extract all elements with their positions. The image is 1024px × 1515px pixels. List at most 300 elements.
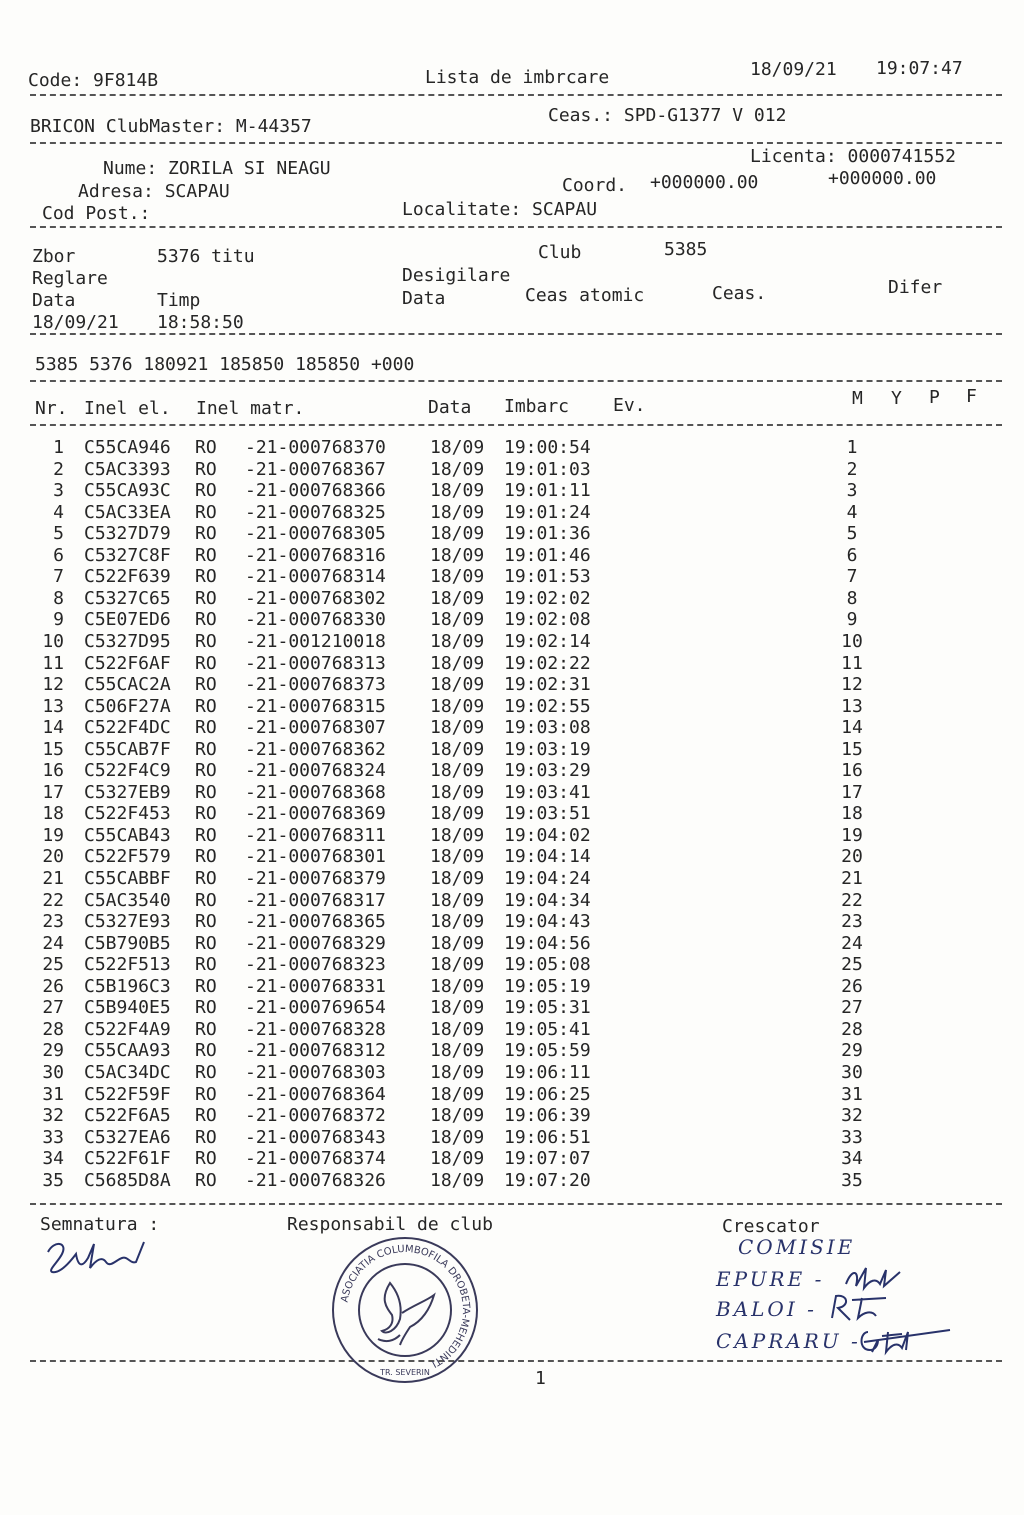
- arrival-time: 19:01:11: [504, 480, 591, 502]
- electronic-ring: C55CAB7F: [84, 738, 171, 760]
- rank-m: 26: [841, 975, 863, 997]
- desigilare-label: Desigilare: [402, 265, 511, 286]
- country-code: RO: [195, 674, 217, 696]
- rank-m: 1: [846, 437, 858, 458]
- rank-m: 12: [841, 674, 863, 696]
- divider: [30, 424, 1002, 426]
- electronic-ring: C55CAB43: [84, 824, 171, 846]
- row-number: 8: [53, 587, 64, 609]
- country-code: RO: [195, 1061, 217, 1083]
- arrival-date: 18/09: [430, 587, 485, 609]
- table-row: [30, 1170, 930, 1192]
- country-code: RO: [195, 501, 217, 523]
- table-row: [30, 588, 930, 610]
- arrival-time: 19:02:02: [504, 587, 591, 609]
- ring-number: -21-000768313: [245, 652, 386, 674]
- arrival-time: 19:03:41: [504, 781, 591, 803]
- arrival-time: 19:03:19: [504, 738, 591, 760]
- electronic-ring: C5AC33EA: [84, 501, 171, 523]
- row-number: 21: [42, 868, 64, 889]
- arrival-time: 19:04:34: [504, 889, 591, 911]
- table-row: [30, 760, 930, 782]
- arrival-date: 18/09: [430, 997, 485, 1019]
- ring-number: -21-000768317: [245, 889, 386, 911]
- arrival-date: 18/09: [430, 480, 485, 502]
- arrival-time: 19:06:25: [504, 1083, 591, 1105]
- rank-m: 23: [841, 911, 863, 933]
- rank-m: 18: [841, 803, 863, 825]
- locality: Localitate: SCAPAU: [402, 199, 598, 220]
- code-label: Code: 9F814B: [28, 70, 159, 91]
- rank-m: 22: [841, 889, 863, 911]
- arrival-date: 18/09: [430, 1126, 485, 1148]
- electronic-ring: C522F59F: [84, 1083, 171, 1105]
- country-code: RO: [195, 566, 217, 588]
- country-code: RO: [195, 609, 217, 631]
- clubmaster-label: BRICON ClubMaster: M-44357: [30, 116, 312, 137]
- rank-m: 21: [841, 868, 863, 889]
- ring-number: -21-000768302: [245, 587, 386, 609]
- row-number: 35: [42, 1169, 64, 1191]
- ring-number: -21-000768324: [245, 760, 386, 782]
- reglare-time-label: Timp: [157, 290, 201, 311]
- row-number: 17: [42, 781, 64, 803]
- arrival-time: 19:05:59: [504, 1040, 591, 1062]
- table-row: [30, 480, 930, 502]
- country-code: RO: [195, 480, 217, 502]
- rank-m: 30: [841, 1061, 863, 1083]
- rank-m: 4: [846, 501, 858, 523]
- arrival-date: 18/09: [430, 1105, 485, 1127]
- arrival-time: 19:06:51: [504, 1126, 591, 1148]
- row-number: 32: [42, 1105, 64, 1127]
- ring-number: -21-000768369: [245, 803, 386, 825]
- arrival-time: 19:05:41: [504, 1018, 591, 1040]
- arrival-date: 18/09: [430, 846, 485, 868]
- dove-icon: [378, 1283, 434, 1345]
- arrival-date: 18/09: [430, 954, 485, 976]
- stamp-bottom-text: TR. SEVERIN: [380, 1368, 430, 1377]
- electronic-ring: C5AC3540: [84, 889, 171, 911]
- arrival-date: 18/09: [430, 717, 485, 739]
- ring-number: -21-000768368: [245, 781, 386, 803]
- country-code: RO: [195, 587, 217, 609]
- commission-member-2: BALOI -: [716, 1297, 817, 1321]
- rank-m: 14: [841, 717, 863, 739]
- row-number: 24: [42, 932, 64, 954]
- arrival-date: 18/09: [430, 760, 485, 782]
- table-row: [30, 976, 930, 998]
- rank-m: 20: [841, 846, 863, 868]
- row-number: 28: [42, 1018, 64, 1040]
- ring-number: -21-000768323: [245, 954, 386, 976]
- row-number: 19: [42, 824, 64, 846]
- row-number: 4: [53, 501, 64, 523]
- arrival-time: 19:04:02: [504, 824, 591, 846]
- table-row: [30, 631, 930, 653]
- ring-number: -21-001210018: [245, 630, 386, 652]
- arrival-time: 19:06:39: [504, 1105, 591, 1127]
- country-code: RO: [195, 824, 217, 846]
- table-row: [30, 1019, 930, 1041]
- table-row: [30, 502, 930, 524]
- handwritten-signature: [40, 1232, 150, 1282]
- electronic-ring: C5E07ED6: [84, 609, 171, 631]
- coord-value-2: +000000.00: [828, 168, 937, 189]
- row-number: 34: [42, 1148, 64, 1170]
- ring-number: -21-000768305: [245, 523, 386, 545]
- ring-number: -21-000768329: [245, 932, 386, 954]
- rank-m: 27: [841, 997, 863, 1019]
- table-row: [30, 954, 930, 976]
- table-row: [30, 674, 930, 696]
- electronic-ring: C5B196C3: [84, 975, 171, 997]
- commission-label: COMISIE: [738, 1235, 856, 1259]
- rank-m: 9: [846, 609, 858, 631]
- club-label: Club: [538, 242, 582, 263]
- col-header-p: P: [929, 387, 940, 408]
- rank-m: 7: [846, 566, 858, 588]
- arrival-time: 19:01:03: [504, 458, 591, 480]
- arrival-time: 19:02:14: [504, 630, 591, 652]
- rank-m: 2: [846, 458, 858, 480]
- arrival-time: 19:01:36: [504, 523, 591, 545]
- ring-number: -21-000768315: [245, 695, 386, 717]
- arrival-date: 18/09: [430, 1040, 485, 1062]
- electronic-ring: C5327EB9: [84, 781, 171, 803]
- arrival-date: 18/09: [430, 889, 485, 911]
- table-row: [30, 911, 930, 933]
- row-number: 11: [42, 652, 64, 674]
- arrival-date: 18/09: [430, 652, 485, 674]
- commission-member-3: CAPRARU -: [716, 1329, 861, 1353]
- electronic-ring: C522F6AF: [84, 652, 171, 674]
- row-number: 18: [42, 803, 64, 825]
- table-row: [30, 933, 930, 955]
- electronic-ring: C5AC3393: [84, 458, 171, 480]
- ring-number: -21-000768374: [245, 1148, 386, 1170]
- col-header-inel-el: Inel el.: [84, 398, 171, 419]
- ring-number: -21-000768331: [245, 975, 386, 997]
- divider: [30, 333, 1002, 335]
- arrival-date: 18/09: [430, 501, 485, 523]
- reglare-time: 18:58:50: [157, 312, 244, 333]
- row-number: 5: [53, 523, 64, 545]
- atomic-clock-label: Ceas atomic: [525, 285, 645, 306]
- row-number: 16: [42, 760, 64, 782]
- table-row: [30, 868, 930, 890]
- country-code: RO: [195, 1083, 217, 1105]
- country-code: RO: [195, 781, 217, 803]
- arrival-time: 19:05:31: [504, 997, 591, 1019]
- page-number: 1: [535, 1368, 546, 1389]
- table-row: [30, 609, 930, 631]
- rank-m: 35: [841, 1169, 863, 1191]
- arrival-time: 19:04:43: [504, 911, 591, 933]
- table-row: [30, 782, 930, 804]
- ring-number: -21-000768372: [245, 1105, 386, 1127]
- arrival-time: 19:00:54: [504, 437, 591, 458]
- ring-number: -21-000768362: [245, 738, 386, 760]
- arrival-date: 18/09: [430, 523, 485, 545]
- row-number: 3: [53, 480, 64, 502]
- table-row: [30, 717, 930, 739]
- club-value: 5385: [664, 239, 708, 260]
- country-code: RO: [195, 717, 217, 739]
- ring-number: -21-000768328: [245, 1018, 386, 1040]
- col-header-f: F: [966, 386, 977, 407]
- country-code: RO: [195, 760, 217, 782]
- electronic-ring: C5327EA6: [84, 1126, 171, 1148]
- table-row: [30, 997, 930, 1019]
- ring-number: -21-000768325: [245, 501, 386, 523]
- divider: [30, 226, 1002, 228]
- print-time: 19:07:47: [876, 58, 963, 79]
- row-number: 15: [42, 738, 64, 760]
- arrival-time: 19:01:53: [504, 566, 591, 588]
- ring-number: -21-000768330: [245, 609, 386, 631]
- country-code: RO: [195, 630, 217, 652]
- arrival-date: 18/09: [430, 868, 485, 889]
- table-row: [30, 846, 930, 868]
- row-number: 33: [42, 1126, 64, 1148]
- country-code: RO: [195, 652, 217, 674]
- divider: [30, 94, 1002, 96]
- rank-m: 13: [841, 695, 863, 717]
- ring-number: -21-000768365: [245, 911, 386, 933]
- arrival-time: 19:01:46: [504, 544, 591, 566]
- row-number: 10: [42, 630, 64, 652]
- rank-m: 8: [846, 587, 858, 609]
- rank-m: 33: [841, 1126, 863, 1148]
- table-row: [30, 653, 930, 675]
- ring-number: -21-000768367: [245, 458, 386, 480]
- stamp-ring-text: ASOCIATIA COLUMBOFILA DROBETA-MEHEDINTI: [339, 1243, 472, 1369]
- clock-column-label: Ceas.: [712, 283, 767, 304]
- arrival-time: 19:02:31: [504, 674, 591, 696]
- electronic-ring: C5B790B5: [84, 932, 171, 954]
- rank-m: 34: [841, 1148, 863, 1170]
- table-row: [30, 803, 930, 825]
- electronic-ring: C5327D79: [84, 523, 171, 545]
- arrival-date: 18/09: [430, 458, 485, 480]
- table-row: [30, 696, 930, 718]
- row-number: 26: [42, 975, 64, 997]
- arrival-date: 18/09: [430, 437, 485, 458]
- electronic-ring: C5B940E5: [84, 997, 171, 1019]
- member-signature-2: [828, 1292, 898, 1324]
- summary-line: 5385 5376 180921 185850 185850 +000: [35, 354, 415, 375]
- table-row: [30, 523, 930, 545]
- owner-name: Nume: ZORILA SI NEAGU: [103, 158, 331, 179]
- arrival-date: 18/09: [430, 609, 485, 631]
- row-number: 27: [42, 997, 64, 1019]
- clock-label: Ceas.: SPD-G1377 V 012: [548, 105, 787, 126]
- desigilare-date-label: Data: [402, 288, 446, 309]
- col-header-nr: Nr.: [35, 398, 68, 419]
- flight-value: 5376 titu: [157, 246, 255, 267]
- rank-m: 5: [846, 523, 858, 545]
- country-code: RO: [195, 695, 217, 717]
- electronic-ring: C5327C8F: [84, 544, 171, 566]
- arrival-time: 19:04:56: [504, 932, 591, 954]
- arrival-time: 19:02:55: [504, 695, 591, 717]
- reglare-date-label: Data: [32, 290, 76, 311]
- table-row: [30, 566, 930, 588]
- arrival-time: 19:03:51: [504, 803, 591, 825]
- rank-m: 31: [841, 1083, 863, 1105]
- row-number: 12: [42, 674, 64, 696]
- table-row: [30, 890, 930, 912]
- electronic-ring: C5685D8A: [84, 1169, 171, 1191]
- electronic-ring: C522F513: [84, 954, 171, 976]
- rank-m: 17: [841, 781, 863, 803]
- country-code: RO: [195, 458, 217, 480]
- arrival-time: 19:07:07: [504, 1148, 591, 1170]
- ring-number: -21-000769654: [245, 997, 386, 1019]
- divider: [30, 380, 1002, 382]
- arrival-date: 18/09: [430, 1148, 485, 1170]
- table-row: [30, 1062, 930, 1084]
- col-header-y: Y: [891, 388, 902, 409]
- country-code: RO: [195, 437, 217, 458]
- rank-m: 28: [841, 1018, 863, 1040]
- electronic-ring: C506F27A: [84, 695, 171, 717]
- arrival-time: 19:02:22: [504, 652, 591, 674]
- row-number: 22: [42, 889, 64, 911]
- difference-label: Difer: [888, 277, 943, 298]
- arrival-time: 19:04:24: [504, 868, 591, 889]
- country-code: RO: [195, 889, 217, 911]
- electronic-ring: C55CAC2A: [84, 674, 171, 696]
- col-header-inel-matr: Inel matr.: [196, 398, 305, 419]
- electronic-ring: C522F4A9: [84, 1018, 171, 1040]
- arrival-time: 19:06:11: [504, 1061, 591, 1083]
- rank-m: 10: [841, 630, 863, 652]
- electronic-ring: C55CA93C: [84, 480, 171, 502]
- table-row: [30, 437, 930, 459]
- ring-number: -21-000768379: [245, 868, 386, 889]
- arrival-date: 18/09: [430, 630, 485, 652]
- table-row: [30, 545, 930, 567]
- country-code: RO: [195, 932, 217, 954]
- arrival-date: 18/09: [430, 738, 485, 760]
- member-signature-1: [840, 1262, 910, 1292]
- member-signature-3: [858, 1322, 954, 1358]
- arrival-date: 18/09: [430, 824, 485, 846]
- row-number: 20: [42, 846, 64, 868]
- electronic-ring: C55CAA93: [84, 1040, 171, 1062]
- arrival-date: 18/09: [430, 1018, 485, 1040]
- table-row: [30, 1127, 930, 1149]
- country-code: RO: [195, 911, 217, 933]
- arrival-time: 19:03:08: [504, 717, 591, 739]
- country-code: RO: [195, 738, 217, 760]
- commission-member-1: EPURE -: [716, 1267, 825, 1291]
- row-number: 25: [42, 954, 64, 976]
- arrival-date: 18/09: [430, 674, 485, 696]
- row-number: 7: [53, 566, 64, 588]
- arrival-date: 18/09: [430, 911, 485, 933]
- row-number: 9: [53, 609, 64, 631]
- electronic-ring: C5327D95: [84, 630, 171, 652]
- electronic-ring: C5327C65: [84, 587, 171, 609]
- rank-m: 16: [841, 760, 863, 782]
- country-code: RO: [195, 1018, 217, 1040]
- electronic-ring: C522F639: [84, 566, 171, 588]
- country-code: RO: [195, 1169, 217, 1191]
- arrival-date: 18/09: [430, 566, 485, 588]
- ring-number: -21-000768343: [245, 1126, 386, 1148]
- ring-number: -21-000768370: [245, 437, 386, 458]
- electronic-ring: C522F4DC: [84, 717, 171, 739]
- electronic-ring: C522F61F: [84, 1148, 171, 1170]
- row-number: 31: [42, 1083, 64, 1105]
- row-number: 14: [42, 717, 64, 739]
- table-row: [30, 1105, 930, 1127]
- row-number: 6: [53, 544, 64, 566]
- coord-label: Coord.: [562, 175, 628, 196]
- reglare-label: Reglare: [32, 268, 108, 289]
- row-number: 23: [42, 911, 64, 933]
- electronic-ring: C522F453: [84, 803, 171, 825]
- print-date: 18/09/21: [750, 59, 837, 80]
- ring-number: -21-000768316: [245, 544, 386, 566]
- table-row: [30, 1084, 930, 1106]
- ring-number: -21-000768301: [245, 846, 386, 868]
- ring-number: -21-000768366: [245, 480, 386, 502]
- country-code: RO: [195, 803, 217, 825]
- table-row: [30, 1040, 930, 1062]
- country-code: RO: [195, 1148, 217, 1170]
- electronic-ring: C5327E93: [84, 911, 171, 933]
- ring-number: -21-000768326: [245, 1169, 386, 1191]
- country-code: RO: [195, 1105, 217, 1127]
- country-code: RO: [195, 954, 217, 976]
- club-stamp: [330, 1235, 480, 1385]
- col-header-ev: Ev.: [613, 395, 646, 416]
- country-code: RO: [195, 523, 217, 545]
- arrival-date: 18/09: [430, 932, 485, 954]
- postal-code-label: Cod Post.:: [42, 203, 151, 224]
- row-number: 30: [42, 1061, 64, 1083]
- ring-number: -21-000768307: [245, 717, 386, 739]
- electronic-ring: C55CA946: [84, 437, 171, 458]
- row-number: 13: [42, 695, 64, 717]
- arrival-date: 18/09: [430, 803, 485, 825]
- arrival-time: 19:05:19: [504, 975, 591, 997]
- arrival-date: 18/09: [430, 695, 485, 717]
- arrival-time: 19:02:08: [504, 609, 591, 631]
- arrival-time: 19:01:24: [504, 501, 591, 523]
- arrival-time: 19:07:20: [504, 1169, 591, 1191]
- country-code: RO: [195, 1040, 217, 1062]
- license-number: Licenta: 0000741552: [750, 146, 956, 167]
- row-number: 2: [53, 458, 64, 480]
- flight-label: Zbor: [32, 246, 76, 267]
- rank-m: 25: [841, 954, 863, 976]
- owner-address: Adresa: SCAPAU: [78, 181, 230, 202]
- divider: [30, 142, 1002, 144]
- arrival-date: 18/09: [430, 1061, 485, 1083]
- rank-m: 11: [841, 652, 863, 674]
- breeder-label: Crescator: [722, 1216, 820, 1237]
- electronic-ring: C55CABBF: [84, 868, 171, 889]
- arrival-date: 18/09: [430, 1083, 485, 1105]
- arrival-date: 18/09: [430, 544, 485, 566]
- rank-m: 32: [841, 1105, 863, 1127]
- ring-number: -21-000768373: [245, 674, 386, 696]
